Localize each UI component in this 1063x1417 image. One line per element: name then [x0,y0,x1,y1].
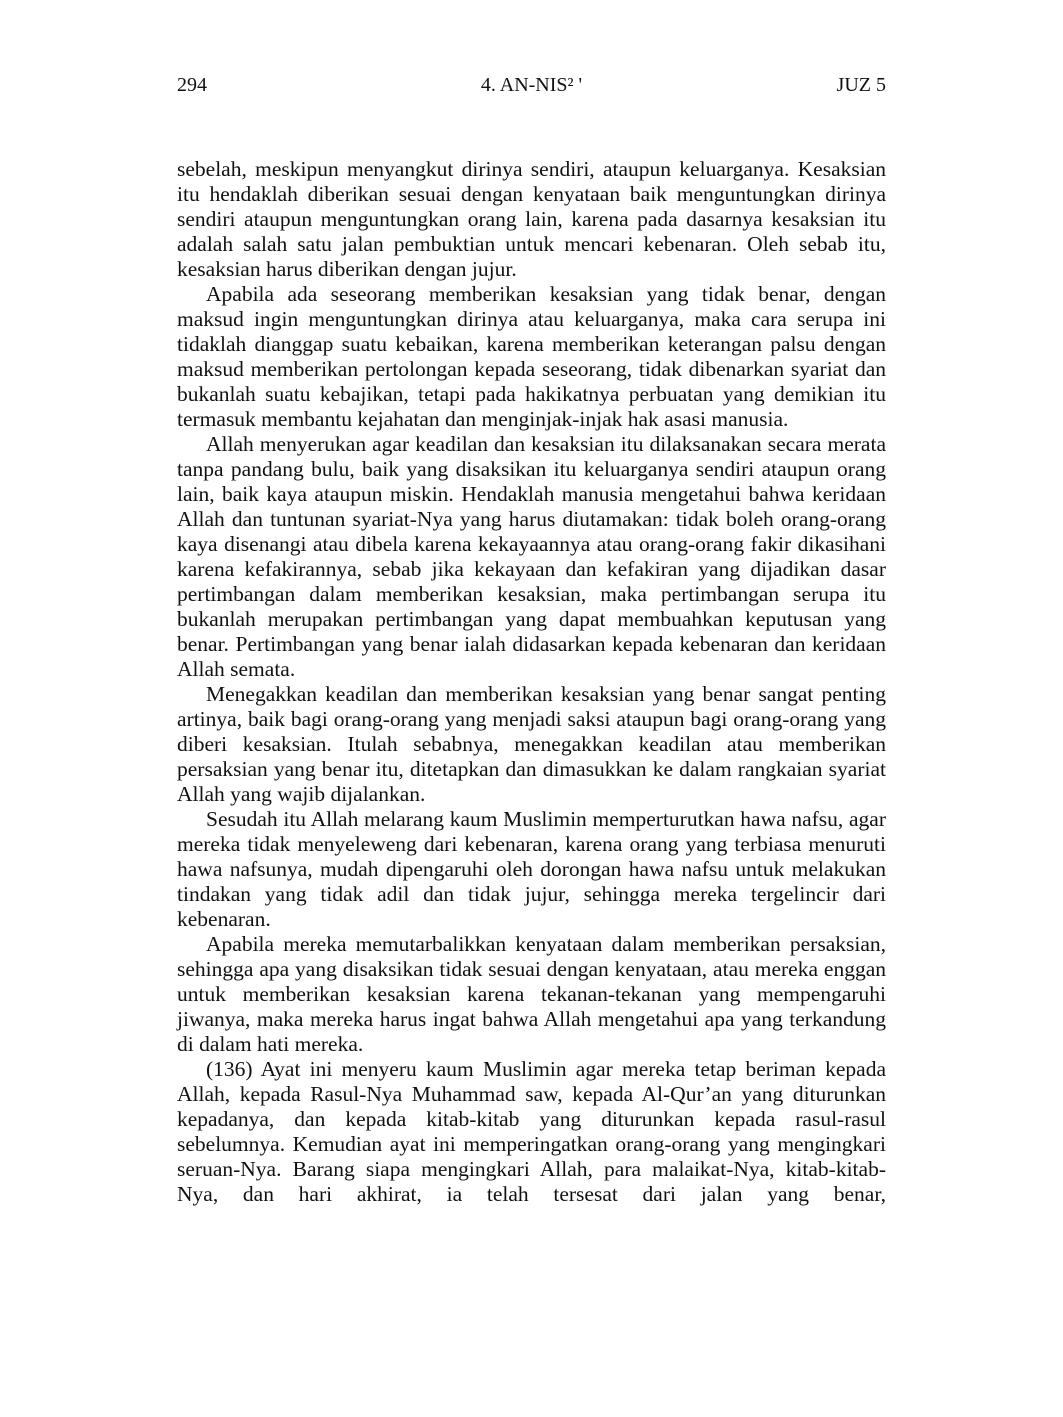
paragraph-continuation: sebelah, meskipun menyangkut dirinya sendiri, ataupun keluarganya. Kesaksian itu hendaklah diberikan sesuai dengan kenyataan baik menguntungkan dirinya sendiri ataupun menguntungkan orang lain, karena pada dasarnya kesaksian itu adalah salah satu jalan pembuktian untuk mencari kebenaran. Oleh sebab itu, kesaksian harus diberikan dengan jujur. [177,157,886,281]
page-header [177,70,886,100]
paragraph: Menegakkan keadilan dan memberikan kesaksian yang benar sangat penting artinya, baik bagi orang-orang yang menjadi saksi ataupun bagi orang-orang yang diberi kesaksian. Itulah sebabnya, menegakkan keadilan atau memberikan persaksian yang benar itu, ditetapkan dan dimasukkan ke dalam rangkaian syariat Allah yang wajib dijalankan. [177,682,886,806]
paragraph: Apabila mereka memutarbalikkan kenyataan dalam memberikan persaksian, sehingga apa yang disaksikan tidak sesuai dengan kenyataan, atau mereka enggan untuk memberikan kesaksian karena tekanan-tekanan yang mempengaruhi jiwanya, maka mereka harus ingat bahwa Allah mengetahui apa yang terkandung di dalam hati mereka. [177,932,886,1056]
paragraph: Apabila ada seseorang memberikan kesaksian yang tidak benar, dengan maksud ingin menguntungkan dirinya atau keluarganya, maka cara serupa ini tidaklah dianggap suatu kebaikan, karena memberikan keterangan palsu dengan maksud memberikan pertolongan kepada seseorang, tidak dibenarkan syariat dan bukanlah suatu kebajikan, tetapi pada hakikatnya perbuatan yang demikian itu termasuk membantu kejahatan dan menginjak-injak hak asasi manusia. [177,282,886,431]
paragraph: Allah menyerukan agar keadilan dan kesaksian itu dilaksanakan secara merata tanpa pandang bulu, baik yang disaksikan itu keluarganya sendiri ataupun orang lain, baik kaya ataupun miskin. Hendaklah manusia mengetahui bahwa keridaan Allah dan tuntunan syariat-Nya yang harus diutamakan: tidak boleh orang-orang kaya disenangi atau dibela karena kekayaannya atau orang-orang fakir dikasihani karena kefakirannya, sebab jika kekayaan dan kefakiran yang dijadikan dasar pertimbangan dalam memberikan kesaksian, maka pertimbangan serupa itu bukanlah merupakan pertimbangan yang dapat membuahkan keputusan yang benar. Pertimbangan yang benar ialah didasarkan kepada kebenaran dan keridaan Allah semata. [177,432,886,681]
page-body [177,157,886,1207]
page-number: 294 [177,74,207,96]
chapter-title: 4. AN-NIS² ' [480,74,583,96]
juz-label: JUZ 5 [836,74,886,96]
paragraph-verse-136: (136) Ayat ini menyeru kaum Muslimin agar mereka tetap beriman kepada Allah, kepada Rasul-Nya Muhammad saw, kepada Al-Qur’an yang diturunkan kepadanya, dan kepada kitab-kitab yang diturunkan kepada rasul-rasul sebelumnya. Kemudian ayat ini memperingatkan orang-orang yang mengingkari seruan-Nya. Barang siapa mengingkari Allah, para malaikat-Nya, kitab-kitab-Nya, dan hari akhirat, ia telah tersesat dari jalan yang benar, [177,1057,886,1206]
paragraph: Sesudah itu Allah melarang kaum Muslimin memperturutkan hawa nafsu, agar mereka tidak menyeleweng dari kebenaran, karena orang yang terbiasa menuruti hawa nafsunya, mudah dipengaruhi oleh dorongan hawa nafsu untuk melakukan tindakan yang tidak adil dan tidak jujur, sehingga mereka tergelincir dari kebenaran. [177,807,886,931]
